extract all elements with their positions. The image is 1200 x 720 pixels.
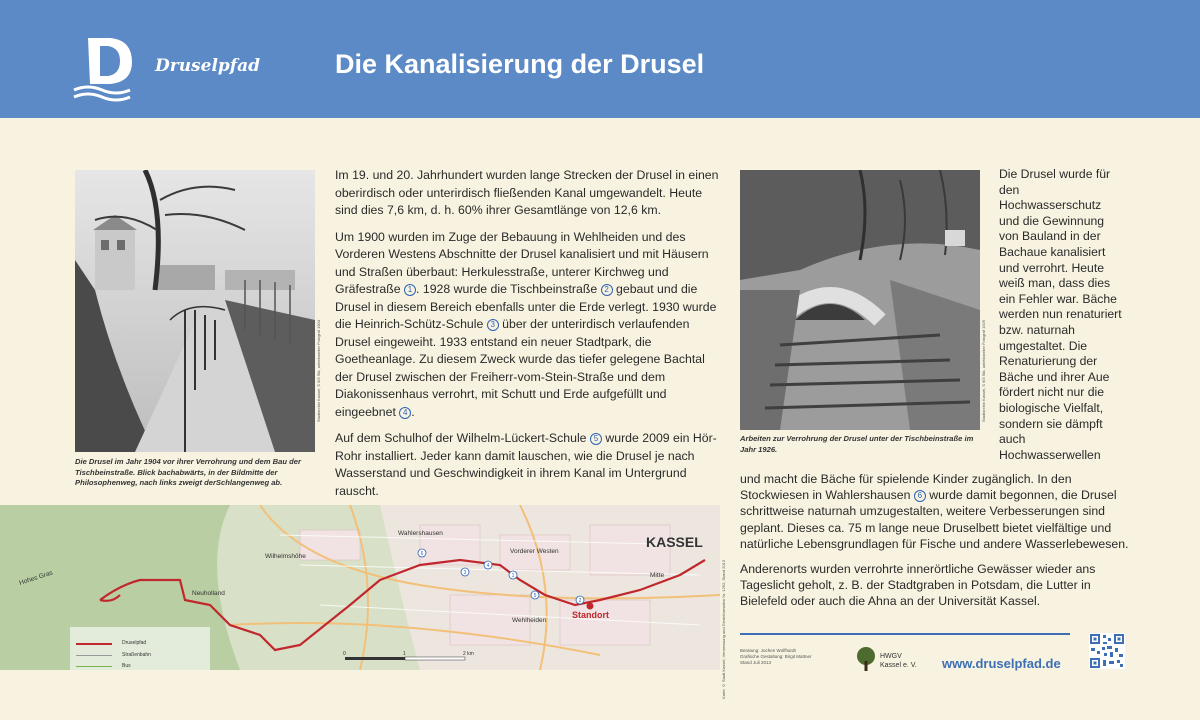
map-city-label: KASSEL bbox=[646, 534, 703, 550]
org-city: Kassel e. V. bbox=[880, 662, 917, 669]
map-label-vorderer-westen: Vorderer Westen bbox=[510, 548, 559, 555]
org-name: HWGV bbox=[880, 653, 902, 660]
col1-p2-text: über der unterirdisch verlaufenden Drusel eingeweiht. 1933 entstand ein neuer Stadtpark, die Goetheanlage. Zu diesem Zweck wurde das tiefer gelegene Bachtal der Drusel zwischen der Freiherr-vom-Stein-Straße und dem Diakonissenhaus verrohrt, mit Schutt und Erde aufgefüllt und eingeebnet bbox=[335, 317, 705, 419]
scale-1: 1 bbox=[403, 651, 406, 657]
col2-p1-text: wurde damit begonnen, die Drusel schrittweise naturnah umzugestalten, weitere Verbesserungen sind geplant. Dieses ca. 75 m lange neue Druselbett bietet vielfältige und natürliche Lebensgrundlagen für Fische und andere Wasserlebewesen. bbox=[740, 488, 1129, 551]
map-label-wahlershausen: Wahlershausen bbox=[398, 530, 443, 537]
col1-p2-text: . 1928 wurde die Tischbeinstraße bbox=[416, 282, 601, 296]
col1-p3-text: wurde 2009 ein Hör-Rohr installiert. Jeder kann damit lauschen, wie die Drusel je nach Wasserstand und Geschwindigkeit in ihrem Kanal im Untergrund rauscht. bbox=[335, 431, 717, 498]
col1-paragraph-2 bbox=[335, 229, 720, 422]
route-map bbox=[0, 505, 720, 670]
historic-photo-1904 bbox=[75, 170, 315, 452]
col1-paragraph-1: Im 19. und 20. Jahrhundert wurden lange Strecken der Drusel in einen oberirdisch oder unterirdisch fließenden Kanal umgewandelt. Heute sind dies 7,6 km, d. h. 60% ihrer Gesamtlänge von 12,6 km. bbox=[335, 168, 719, 217]
col1-p3-text: Auf dem Schulhof der Wilhelm-Lückert-Schule bbox=[335, 431, 590, 445]
marker-3: 3 bbox=[487, 319, 499, 331]
map-credit: Karte © Stadt Kassel, Vermessung und Geoinformation Nr. 1262, Stand 2013 bbox=[721, 560, 726, 699]
marker-1: 1 bbox=[404, 284, 416, 296]
marker-6: 6 bbox=[914, 490, 926, 502]
col2-p1-text: und macht die Bäche für spielende Kinder zugänglich. In den Stockwiesen in Wahlershausen bbox=[740, 472, 1072, 503]
credit-line: Beratung: Jochen Wolfhardt bbox=[740, 648, 796, 653]
legend-label: Bus bbox=[122, 663, 131, 669]
header-banner bbox=[0, 0, 1200, 118]
col1-p2-text: gebaut und die Drusel in diesem Bereich ebenfalls unter die Erde verlegt. 1930 wurde die Heinrich-Schütz-Schule bbox=[335, 282, 717, 331]
col2-paragraph-1 bbox=[740, 471, 1130, 552]
scale-2: 2 km bbox=[463, 651, 474, 657]
text-column-1 bbox=[335, 167, 720, 509]
map-marker-1: 1 bbox=[511, 573, 515, 579]
qr-code-icon[interactable] bbox=[1089, 633, 1125, 669]
map-marker-6: 6 bbox=[420, 551, 424, 557]
map-label-wehlheiden: Wehlheiden bbox=[512, 617, 547, 624]
footer-credits bbox=[740, 648, 812, 666]
map-label-hohes-gras: Hohes Gras bbox=[18, 569, 54, 587]
map-label-wilhelmshoehe: Wilhelmshöhe bbox=[265, 553, 306, 560]
historic-photo-1926 bbox=[740, 170, 980, 430]
marker-2: 2 bbox=[601, 284, 613, 296]
side-text: Die Drusel wurde für den Hochwasserschutz und die Gewinnung von Bauland in der Bachaue kanalisiert und verrohrt. Heute weiß man, dass dies ein Fehler war. Bäche werden nun renaturiert bzw. naturnah umgestaltet. Die Renaturierung der Bäche und ihrer Aue fördert nicht nur die biologische Vielfalt, sondern sie dämpft auch Hochwasserwellen bbox=[999, 167, 1122, 462]
col2-paragraph-2: Anderenorts wurden verrohrte innerörtliche Gewässer wieder ans Tageslicht geholt, z. B. der Stadtgraben in Potsdam, die Lutter in Bielefeld oder auch die Ahna an der Universität Kassel. bbox=[740, 562, 1096, 609]
footer-divider bbox=[740, 633, 1070, 635]
col1-paragraph-3 bbox=[335, 430, 720, 500]
hwgv-org bbox=[880, 652, 917, 670]
map-label-neuholland: Neuholland bbox=[192, 590, 225, 597]
map-marker-2: 2 bbox=[578, 598, 582, 604]
legend-label: Straßenbahn bbox=[122, 652, 151, 658]
website-link[interactable]: www.druselpfad.de bbox=[942, 656, 1061, 671]
map-graphic bbox=[0, 505, 720, 670]
page-title: Die Kanalisierung der Drusel bbox=[335, 49, 705, 79]
photo2-credit: Stadtarchiv Kassel, S 6/3 Stk, unbekannter Fotograf 1926 bbox=[981, 320, 986, 423]
druselpfad-logo-icon bbox=[70, 30, 142, 102]
credit-line: Grafische Gestaltung: Birgit Mattner bbox=[740, 654, 812, 659]
map-marker-3: 3 bbox=[463, 570, 467, 576]
photo1-credit: Stadtarchiv Kassel, S 6/3 Stk, unbekannter Fotograf 1904 bbox=[316, 320, 321, 423]
scale-0: 0 bbox=[343, 651, 346, 657]
marker-4: 4 bbox=[399, 407, 411, 419]
map-standort-label: Standort bbox=[572, 610, 609, 620]
text-column-2 bbox=[740, 471, 1130, 619]
marker-5: 5 bbox=[590, 433, 602, 445]
legend-label: Druselpfad bbox=[122, 640, 147, 646]
map-marker-5: 5 bbox=[533, 593, 537, 599]
hwgv-tree-logo-icon bbox=[856, 646, 876, 672]
photo2-caption: Arbeiten zur Verrohrung der Drusel unter der Tischbeinstraße im Jahr 1926. bbox=[740, 434, 974, 454]
map-label-mitte: Mitte bbox=[650, 572, 665, 579]
col1-p2-text: . bbox=[411, 404, 415, 419]
photo1-caption: Die Drusel im Jahr 1904 vor ihrer Verrohrung und dem Bau der Tischbeinstraße. Blick bachabwärts, in der Bildmitte der Philosophenweg, nach links zweigt derSchlangenweg ab. bbox=[75, 457, 301, 487]
brand-name: Druselpfad bbox=[155, 56, 261, 76]
col1-p2-text: Um 1900 wurden im Zuge der Bebauung in Wehlheiden und des Vorderen Westens Abschnitte der Drusel kanalisiert und mit Häusern und Straßen überbaut: Herkulesstraße, unterer Kirchweg und Gräfestraße bbox=[335, 229, 709, 296]
credit-line: Stand Juli 2013 bbox=[740, 660, 772, 665]
map-marker-4: 4 bbox=[486, 563, 490, 569]
